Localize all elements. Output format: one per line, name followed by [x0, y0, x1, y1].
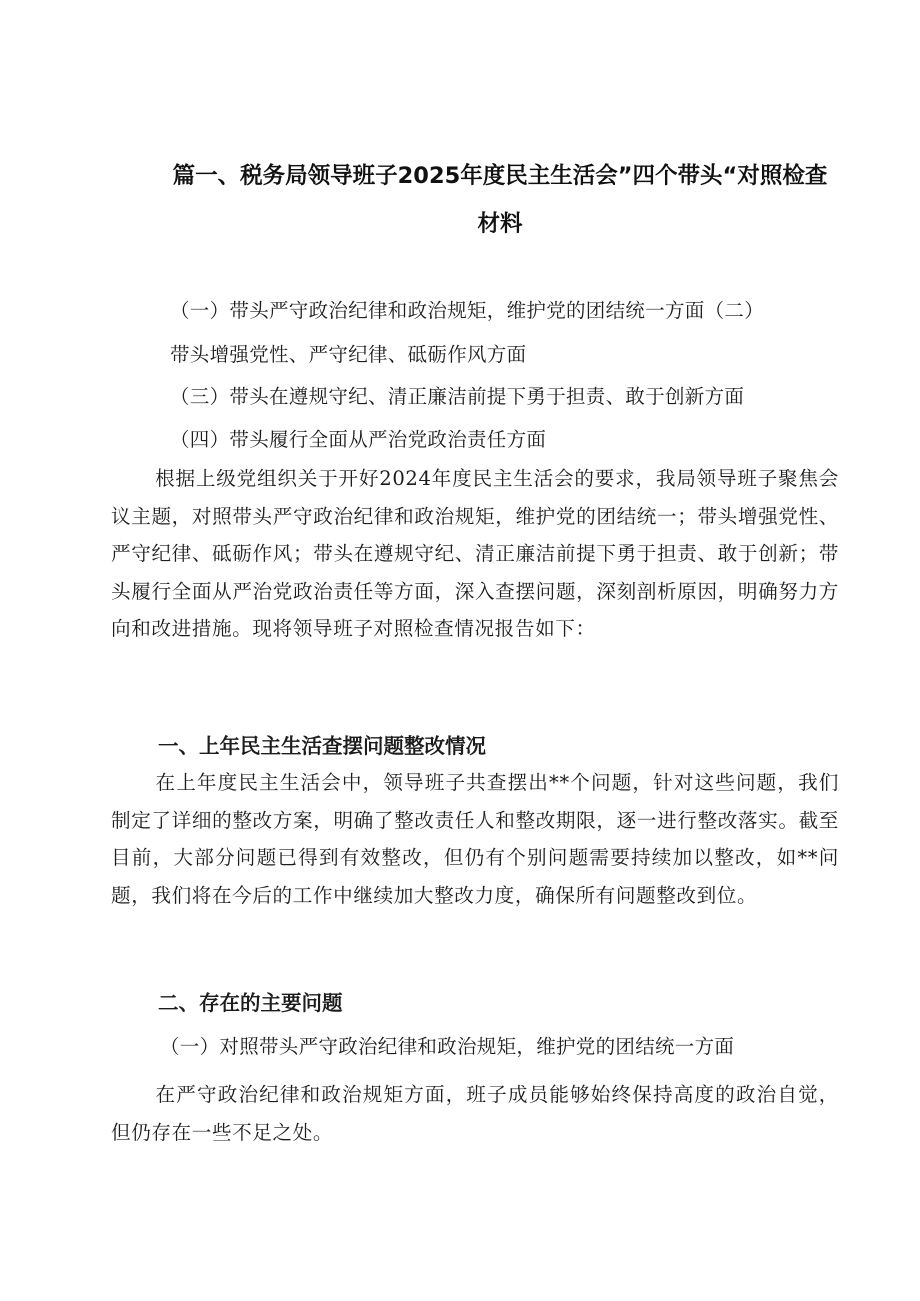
intro-paragraph-text: 根据上级党组织关于开好2024年度民主生活会的要求，我局领导班子聚焦会议主题，对照带头严守政治纪律和政治规矩，维护党的团结统一；带头增强党性、严守纪律、砥砺作风；带头在遵规守纪、清正廉洁前提下勇于担责、敢于创新；带头履行全面从严治党政治责任等方面，深入查摆问题，深刻剖析原因，明确努力方向和改进措施。现将领导班子对照检查情况报告如下： — [111, 467, 839, 640]
document-title-line-1: 篇一、税务局领导班子2025年度民主生活会”四个带头“对照检查 — [172, 163, 828, 189]
toc-item-1: （一）带头严守政治纪律和政治规矩，维护党的团结统一方面（二） — [170, 299, 765, 322]
document-title-line-2: 材料 — [477, 211, 523, 237]
toc-item-2: 带头增强党性、严守纪律、砥砺作风方面 — [170, 343, 527, 366]
section-2-subheading-1: （一）对照带头严守政治纪律和政治规矩，维护党的团结统一方面 — [160, 1035, 735, 1058]
section-1-paragraph — [111, 764, 839, 914]
section-2-paragraph-text: 在严守政治纪律和政治规矩方面，班子成员能够始终保持高度的政治自觉，但仍存在一些不足之处。 — [111, 1083, 839, 1144]
section-1-heading: 一、上年民主生活查摆问题整改情况 — [158, 734, 486, 758]
toc-item-4: （四）带头履行全面从严治党政治责任方面 — [170, 428, 547, 451]
section-1-paragraph-text: 在上年度民主生活会中，领导班子共查摆出**个问题，针对这些问题，我们制定了详细的整改方案，明确了整改责任人和整改期限，逐一进行整改落实。截至目前，大部分问题已得到有效整改，但仍有个别问题需要持续加以整改，如**问题，我们将在今后的工作中继续加大整改力度，确保所有问题整改到位。 — [111, 771, 839, 907]
toc-item-3: （三）带头在遵规守纪、清正廉洁前提下勇于担责、敢于创新方面 — [170, 385, 745, 408]
section-2-paragraph — [111, 1076, 839, 1151]
section-2-heading: 二、存在的主要问题 — [158, 991, 343, 1015]
intro-paragraph — [111, 460, 839, 648]
